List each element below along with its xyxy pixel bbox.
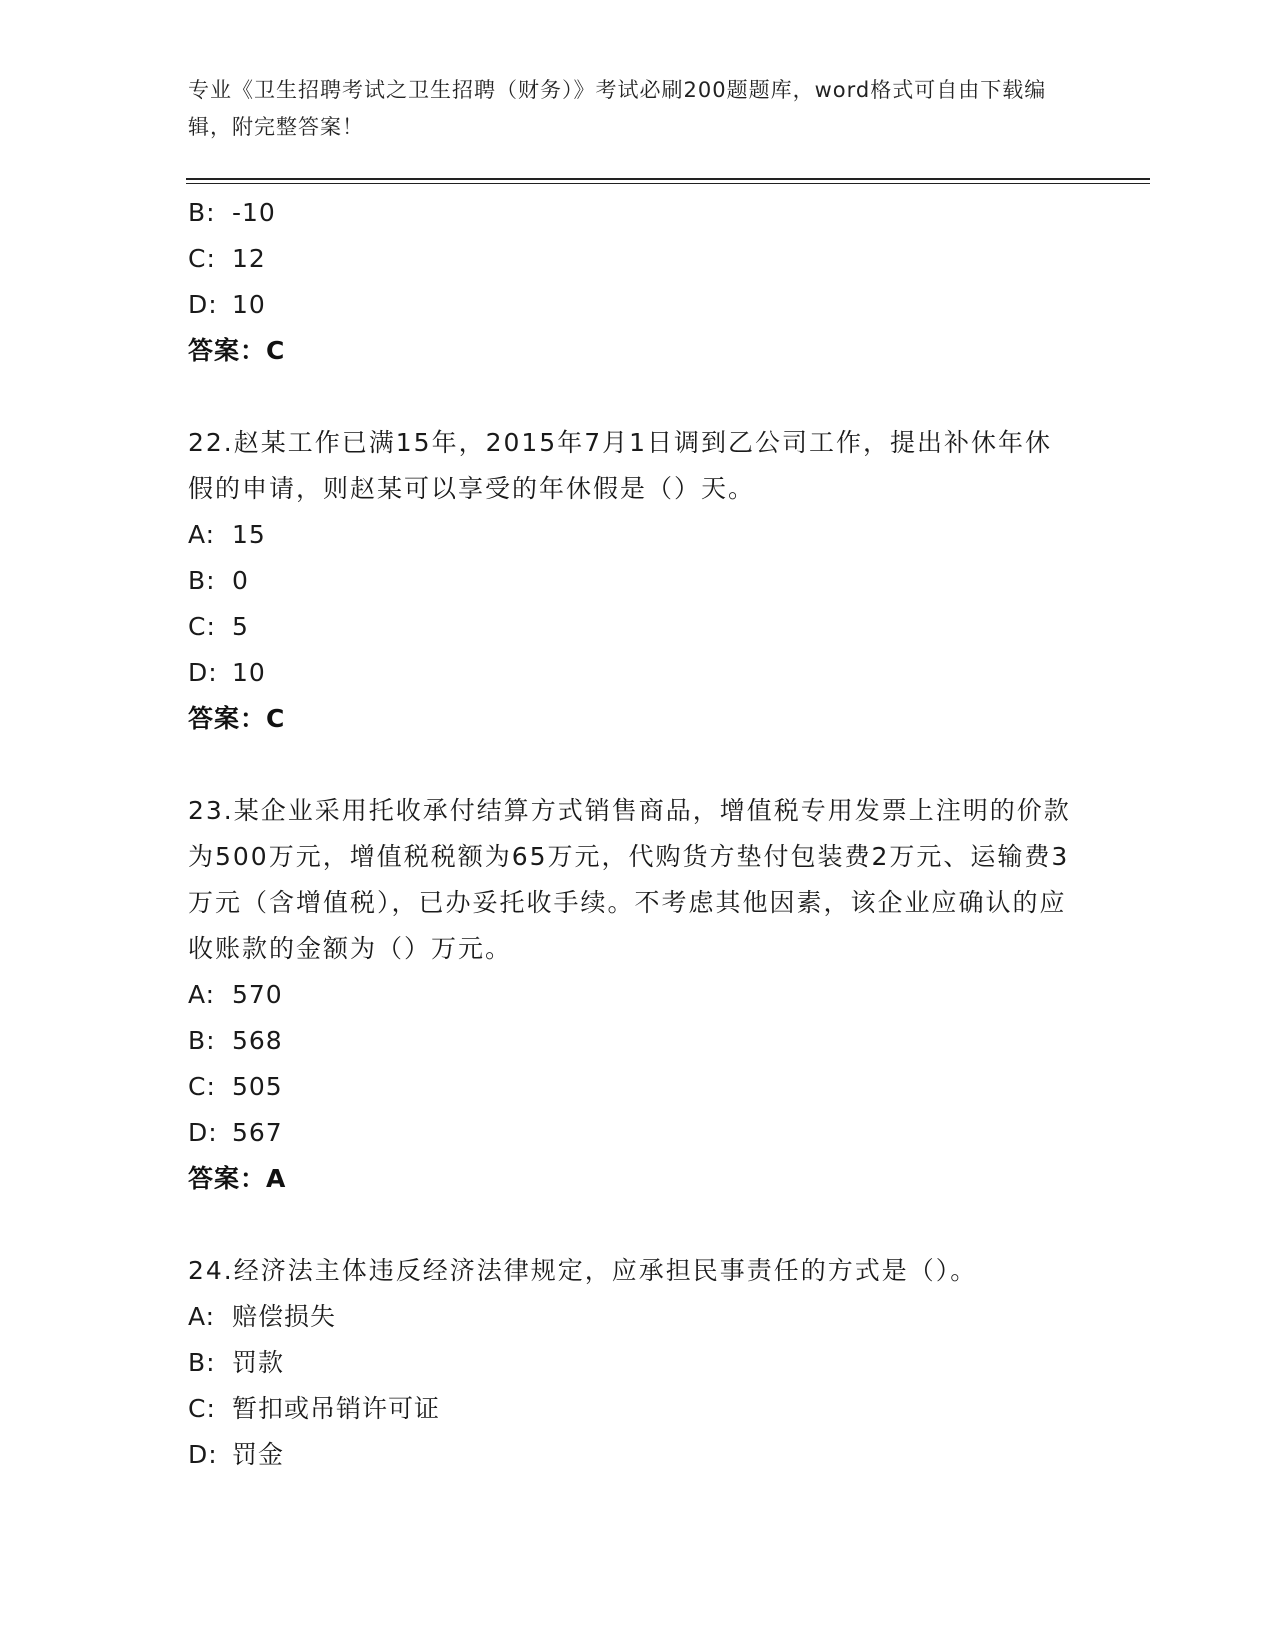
answer: 答案：C [188, 336, 286, 365]
option-text: 568 [232, 1026, 283, 1055]
option-b [188, 190, 1078, 236]
option-text: 暂扣或吊销许可证 [232, 1394, 441, 1423]
option-key: A: [188, 980, 216, 1009]
option-key: A: [188, 1302, 216, 1331]
question-stem: 24.经济法主体违反经济法律规定，应承担民事责任的方式是（）。 [188, 1256, 978, 1285]
question-stem: 23.某企业采用托收承付结算方式销售商品，增值税专用发票上注明的价款为500万元，增值税税额为65万元，代购货方垫付包装费2万元、运输费3万元（含增值税），已办妥托收手续。不考虑其他因素，该企业应确认的应收账款的金额为（）万元。 [188, 796, 1071, 963]
option-text: 0 [232, 566, 249, 595]
question-list [188, 190, 1078, 1478]
option-text: 570 [232, 980, 283, 1009]
option-d [188, 1432, 1078, 1478]
option-d [188, 650, 1078, 696]
header-divider-thick [186, 178, 1150, 180]
page-header [188, 72, 1068, 146]
header-divider-thin [186, 183, 1150, 184]
option-text: -10 [232, 198, 276, 227]
option-key: D: [188, 1440, 218, 1469]
question-22 [188, 420, 1078, 742]
option-d [188, 282, 1078, 328]
option-key: D: [188, 290, 218, 319]
answer: 答案：C [188, 704, 286, 733]
option-b [188, 1018, 1078, 1064]
option-a [188, 512, 1078, 558]
answer: 答案：A [188, 1164, 287, 1193]
question-24 [188, 1248, 1078, 1478]
header-title: 专业《卫生招聘考试之卫生招聘（财务）》考试必刷200题题库，word格式可自由下载编辑，附完整答案！ [188, 78, 1047, 139]
option-key: A: [188, 520, 216, 549]
question-stem: 22.赵某工作已满15年，2015年7月1日调到乙公司工作，提出补休年休假的申请，则赵某可以享受的年休假是（）天。 [188, 428, 1053, 503]
option-key: C: [188, 244, 216, 273]
option-key: C: [188, 1072, 216, 1101]
option-text: 10 [232, 658, 266, 687]
option-key: C: [188, 612, 216, 641]
option-text: 12 [232, 244, 266, 273]
option-key: D: [188, 1118, 218, 1147]
option-key: C: [188, 1394, 216, 1423]
option-key: B: [188, 1026, 216, 1055]
option-d [188, 1110, 1078, 1156]
option-text: 10 [232, 290, 266, 319]
option-a [188, 972, 1078, 1018]
question-continued [188, 190, 1078, 374]
option-b [188, 1340, 1078, 1386]
option-text: 15 [232, 520, 266, 549]
option-c [188, 1386, 1078, 1432]
option-text: 567 [232, 1118, 283, 1147]
option-key: B: [188, 198, 216, 227]
option-key: B: [188, 1348, 216, 1377]
option-c [188, 1064, 1078, 1110]
option-text: 罚款 [232, 1348, 285, 1377]
option-text: 5 [232, 612, 249, 641]
option-c [188, 604, 1078, 650]
option-text: 赔偿损失 [232, 1302, 337, 1331]
option-key: D: [188, 658, 218, 687]
option-text: 505 [232, 1072, 283, 1101]
option-a [188, 1294, 1078, 1340]
option-text: 罚金 [232, 1440, 285, 1469]
option-c [188, 236, 1078, 282]
option-b [188, 558, 1078, 604]
option-key: B: [188, 566, 216, 595]
question-23 [188, 788, 1078, 1202]
